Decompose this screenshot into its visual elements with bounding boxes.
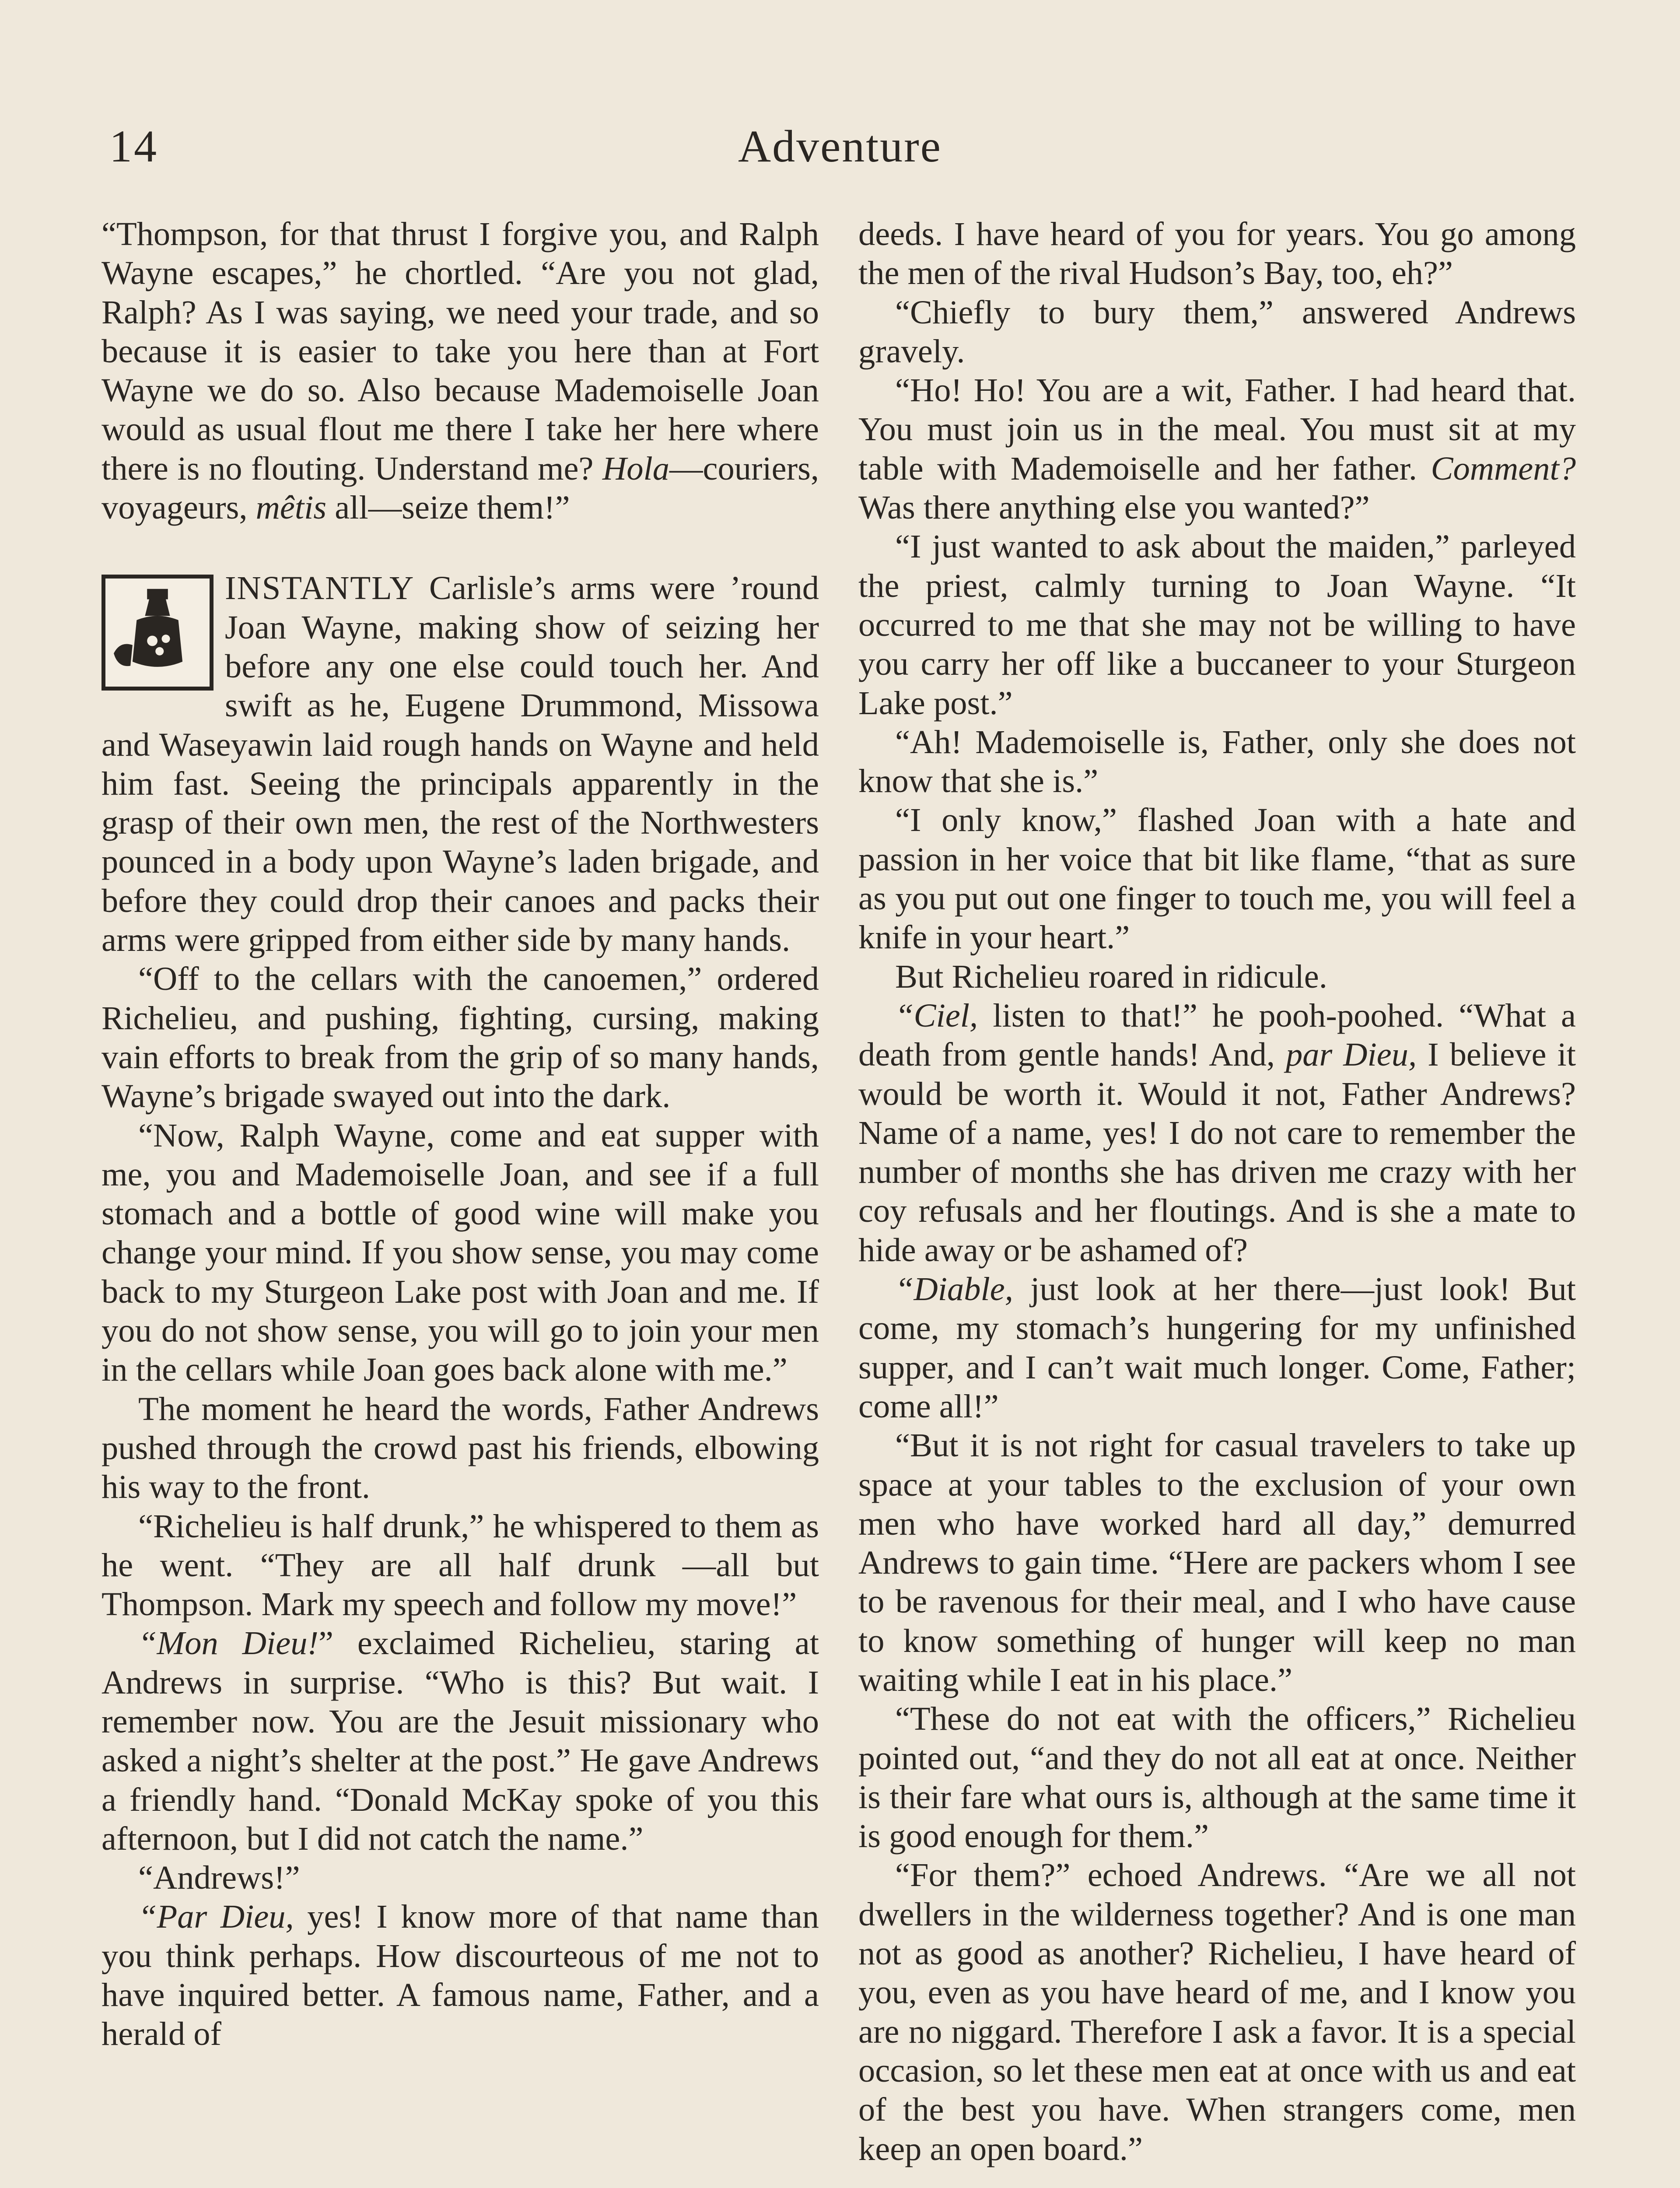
voyageur-drop-icon [102,575,214,691]
paragraph: “Now, Ralph Wayne, come and eat supper with me, you and Mademoiselle Joan, and see if a full stomach and a bottle of good wine will make you change your mind. If you show sense, you may come back to my Sturgeon Lake post with Joan and me. If you do not show sense, you will go to join your men in the cellars while Joan goes back alone with me.” [102,1116,819,1389]
left-column [102,214,819,2054]
section-opening [102,568,819,959]
paragraph: “Mon Dieu!” exclaimed Richelieu, staring at Andrews in surprise. “Who is this? But wait. I remember now. You are the Jesuit missionary who asked a night’s shelter at the post.” He gave Andrews a friendly hand. “Donald McKay spoke of you this afternoon, but I did not catch the name.” [102,1624,819,1857]
paragraph: “But it is not right for casual travelers to take up space at your tables to the exclusion of your own men who have worked hard all day,” demurred Andrews to gain time. “Here are packers whom I see to be ravenous for their meal, and I who have cause to know something of hunger will keep no man waiting while I eat in his place.” [858,1427,1576,1698]
paragraph: But Richelieu roared in ridicule. [895,957,1327,995]
paragraph: “Thompson, for that thrust I forgive you, and Ralph Wayne escapes,” he chortled. “Are you not glad, Ralph? As I was saying, we need your trade, and so because it is easier to take you here than at Fort Wayne we do so. Also because Mademoiselle Joan would as usual flout me there I take her here where there is no flouting. Understand me? Hola—couriers, voyageurs, mêtis all—seize them!” [102,215,819,526]
running-title: Adventure [738,121,942,172]
paragraph: “Par Dieu, yes! I know more of that name than you think perhaps. How discourteous of me not to have inquired better. A famous name, Father, and a herald of [102,1898,819,2053]
paragraph: “Richelieu is half drunk,” he whispered to them as he went. “They are all half drunk —all but Thompson. Mark my speech and follow my move!” [102,1507,819,1623]
paragraph: “I only know,” flashed Joan with a hate and passion in her voice that bit like flame, “that as sure as you put out one finger to touch me, you will feel a knife in your heart.” [858,801,1576,956]
paragraph: “Off to the cellars with the canoemen,” ordered Richelieu, and pushing, fighting, cursing, making vain efforts to break from the grip of so many hands, Wayne’s brigade swayed out into the dark. [102,960,819,1115]
paragraph: “Diable, just look at her there—just look! But come, my stomach’s hungering for my unfinished supper, and I can’t wait much longer. Come, Father; come all!” [858,1270,1576,1425]
right-column [858,214,1576,2168]
paragraph: “Chiefly to bury them,” answered Andrews gravely. [858,293,1576,370]
page-header [0,120,1680,182]
paragraph: “I just wanted to ask about the maiden,” parleyed the priest, calmly turning to Joan Wayne. “It occurred to me that she may not be willing to have you carry her off like a buccaneer to your Sturgeon Lake post.” [858,528,1576,722]
paragraph: “For them?” echoed Andrews. “Are we all not dwellers in the wilderness together? And is one man not as good as another? Richelieu, I have heard of you, even as you have heard of me, and I know you are no niggard. Therefore I ask a favor. It is a special occasion, so let these men eat at once with us and eat of the best you have. When strangers come, men keep an open board.” [858,1856,1576,2167]
paragraph: “Ah! Mademoiselle is, Father, only she does not know that she is.” [858,723,1576,800]
page-number: 14 [109,121,158,172]
paragraph: “Andrews!” [138,1859,300,1897]
paragraph: INSTANTLY Carlisle’s arms were ’round Joan Wayne, making show of seizing her before any one else could touch her. And swift as he, Eugene Drummond, Missowa and Waseyawin laid rough hands on Wayne and held him fast. Seeing the principals apparently in the grasp of their own men, the rest of the Northwesters pounced in a body upon Wayne’s laden brigade, and before they could drop their canoes and packs their arms were gripped from either side by many hands. [102,569,819,959]
paragraph: “These do not eat with the officers,” Richelieu pointed out, “and they do not all eat at once. Neither is their fare what ours is, although at the same time it is good enough for them.” [858,1700,1576,1855]
paragraph: deeds. I have heard of you for years. You go among the men of the rival Hudson’s Bay, too, eh?” [858,215,1576,292]
paragraph: The moment he heard the words, Father Andrews pushed through the crowd past his friends, elbowing his way to the front. [102,1390,819,1506]
paragraph: “Ciel, listen to that!” he pooh-poohed. “What a death from gentle hands! And, par Dieu, I believe it would be worth it. Would it not, Father Andrews? Name of a name, yes! I do not care to remember the number of months she has driven me crazy with her coy refusals and her floutings. And is she a mate to hide away or be ashamed of? [858,996,1576,1269]
paragraph: “Ho! Ho! You are a wit, Father. I had heard that. You must join us in the meal. You must sit at my table with Mademoiselle and her father. Comment? Was there anything else you wanted?” [858,372,1576,526]
